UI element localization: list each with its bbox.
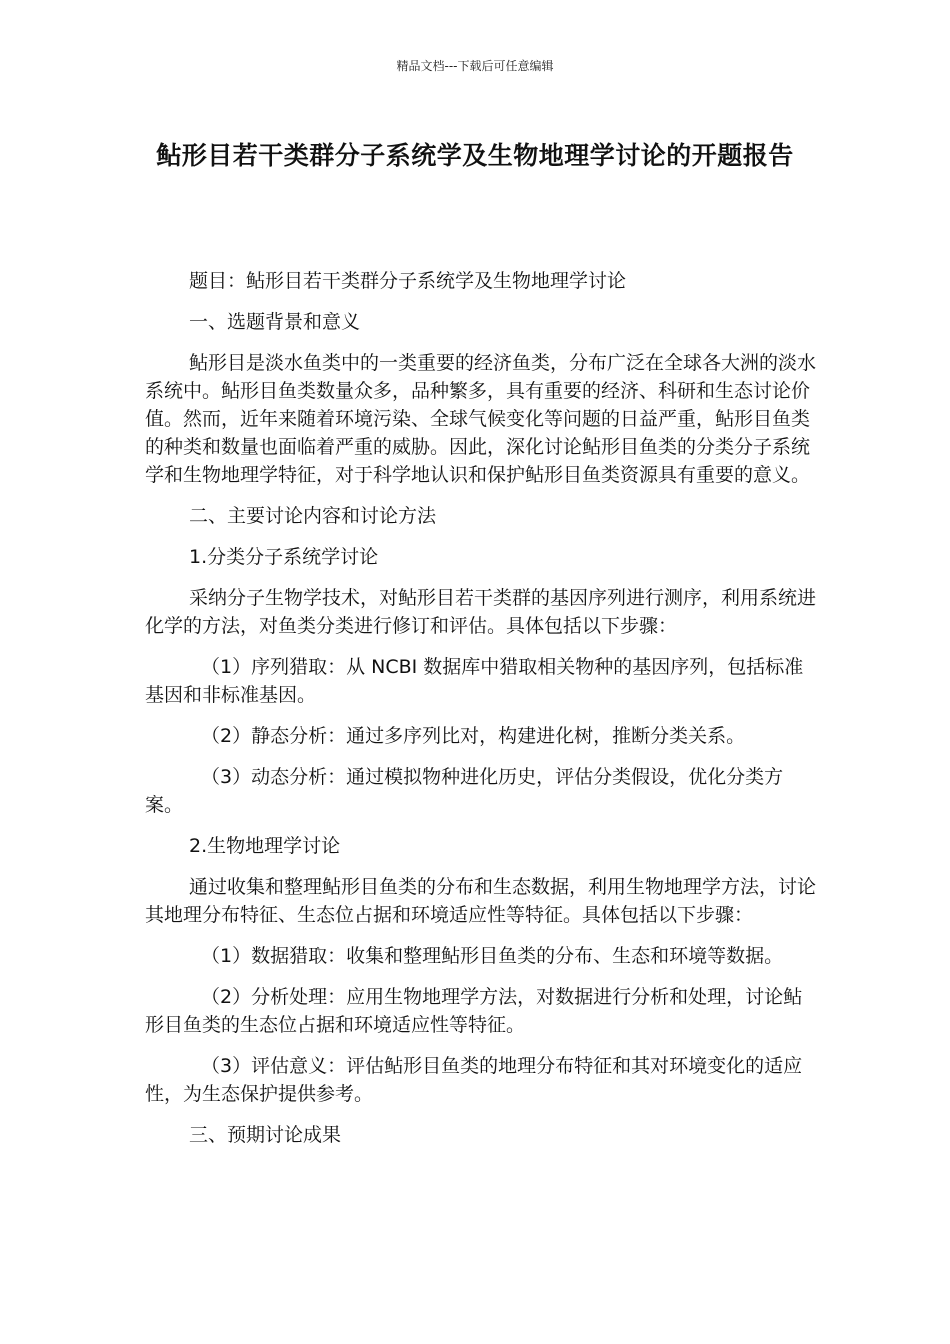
document-title: 鲇形目若干类群分子系统学及生物地理学讨论的开题报告 xyxy=(156,141,794,170)
list-item-analysis-processing: （2）分析处理：应用生物地理学方法，对数据进行分析和处理，讨论鲇形目鱼类的生态位占据和环境适应性等特征。 xyxy=(145,986,803,1036)
header-watermark: 精品文档---下载后可任意编辑 xyxy=(396,59,554,73)
subheading-molecular-systematics: 1.分类分子系统学讨论 xyxy=(189,546,379,568)
section-heading-expected-results: 三、预期讨论成果 xyxy=(189,1124,342,1146)
list-item-dynamic-analysis: （3）动态分析：通过模拟物种进化历史，评估分类假设，优化分类方案。 xyxy=(145,766,784,816)
list-item-significance-assessment: （3）评估意义：评估鲇形目鱼类的地理分布特征和其对环境变化的适应性，为生态保护提供参考。 xyxy=(145,1055,803,1105)
document-body xyxy=(145,267,817,1162)
list-item-data-acquisition: （1）数据猎取：收集和整理鲇形目鱼类的分布、生态和环境等数据。 xyxy=(201,945,784,967)
list-item-sequence-acquisition: （1）序列猎取：从 NCBI 数据库中猎取相关物种的基因序列，包括标准基因和非标准基因。 xyxy=(145,656,804,706)
paragraph-background: 鲇形目是淡水鱼类中的一类重要的经济鱼类，分布广泛在全球各大洲的淡水系统中。鲇形目鱼类数量众多，品种繁多，具有重要的经济、科研和生态讨论价值。然而，近年来随着环境污染、全球气候变化等问题的日益严重，鲇形目鱼类的种类和数量也面临着严重的威胁。因此，深化讨论鲇形目鱼类的分类分子系统学和生物地理学特征，对于科学地认识和保护鲇形目鱼类资源具有重要的意义。 xyxy=(145,352,817,486)
topic-line: 题目：鲇形目若干类群分子系统学及生物地理学讨论 xyxy=(189,270,627,292)
paragraph-biogeography-methods: 通过收集和整理鲇形目鱼类的分布和生态数据，利用生物地理学方法，讨论其地理分布特征、生态位占据和环境适应性等特征。具体包括以下步骤： xyxy=(145,876,817,926)
paragraph-molecular-methods: 采纳分子生物学技术，对鲇形目若干类群的基因序列进行测序，利用系统进化学的方法，对鱼类分类进行修订和评估。具体包括以下步骤： xyxy=(145,587,817,637)
section-heading-content-methods: 二、主要讨论内容和讨论方法 xyxy=(189,505,437,527)
list-item-static-analysis: （2）静态分析：通过多序列比对，构建进化树，推断分类关系。 xyxy=(201,725,746,747)
subheading-biogeography: 2.生物地理学讨论 xyxy=(189,835,341,857)
section-heading-background: 一、选题背景和意义 xyxy=(189,311,361,333)
